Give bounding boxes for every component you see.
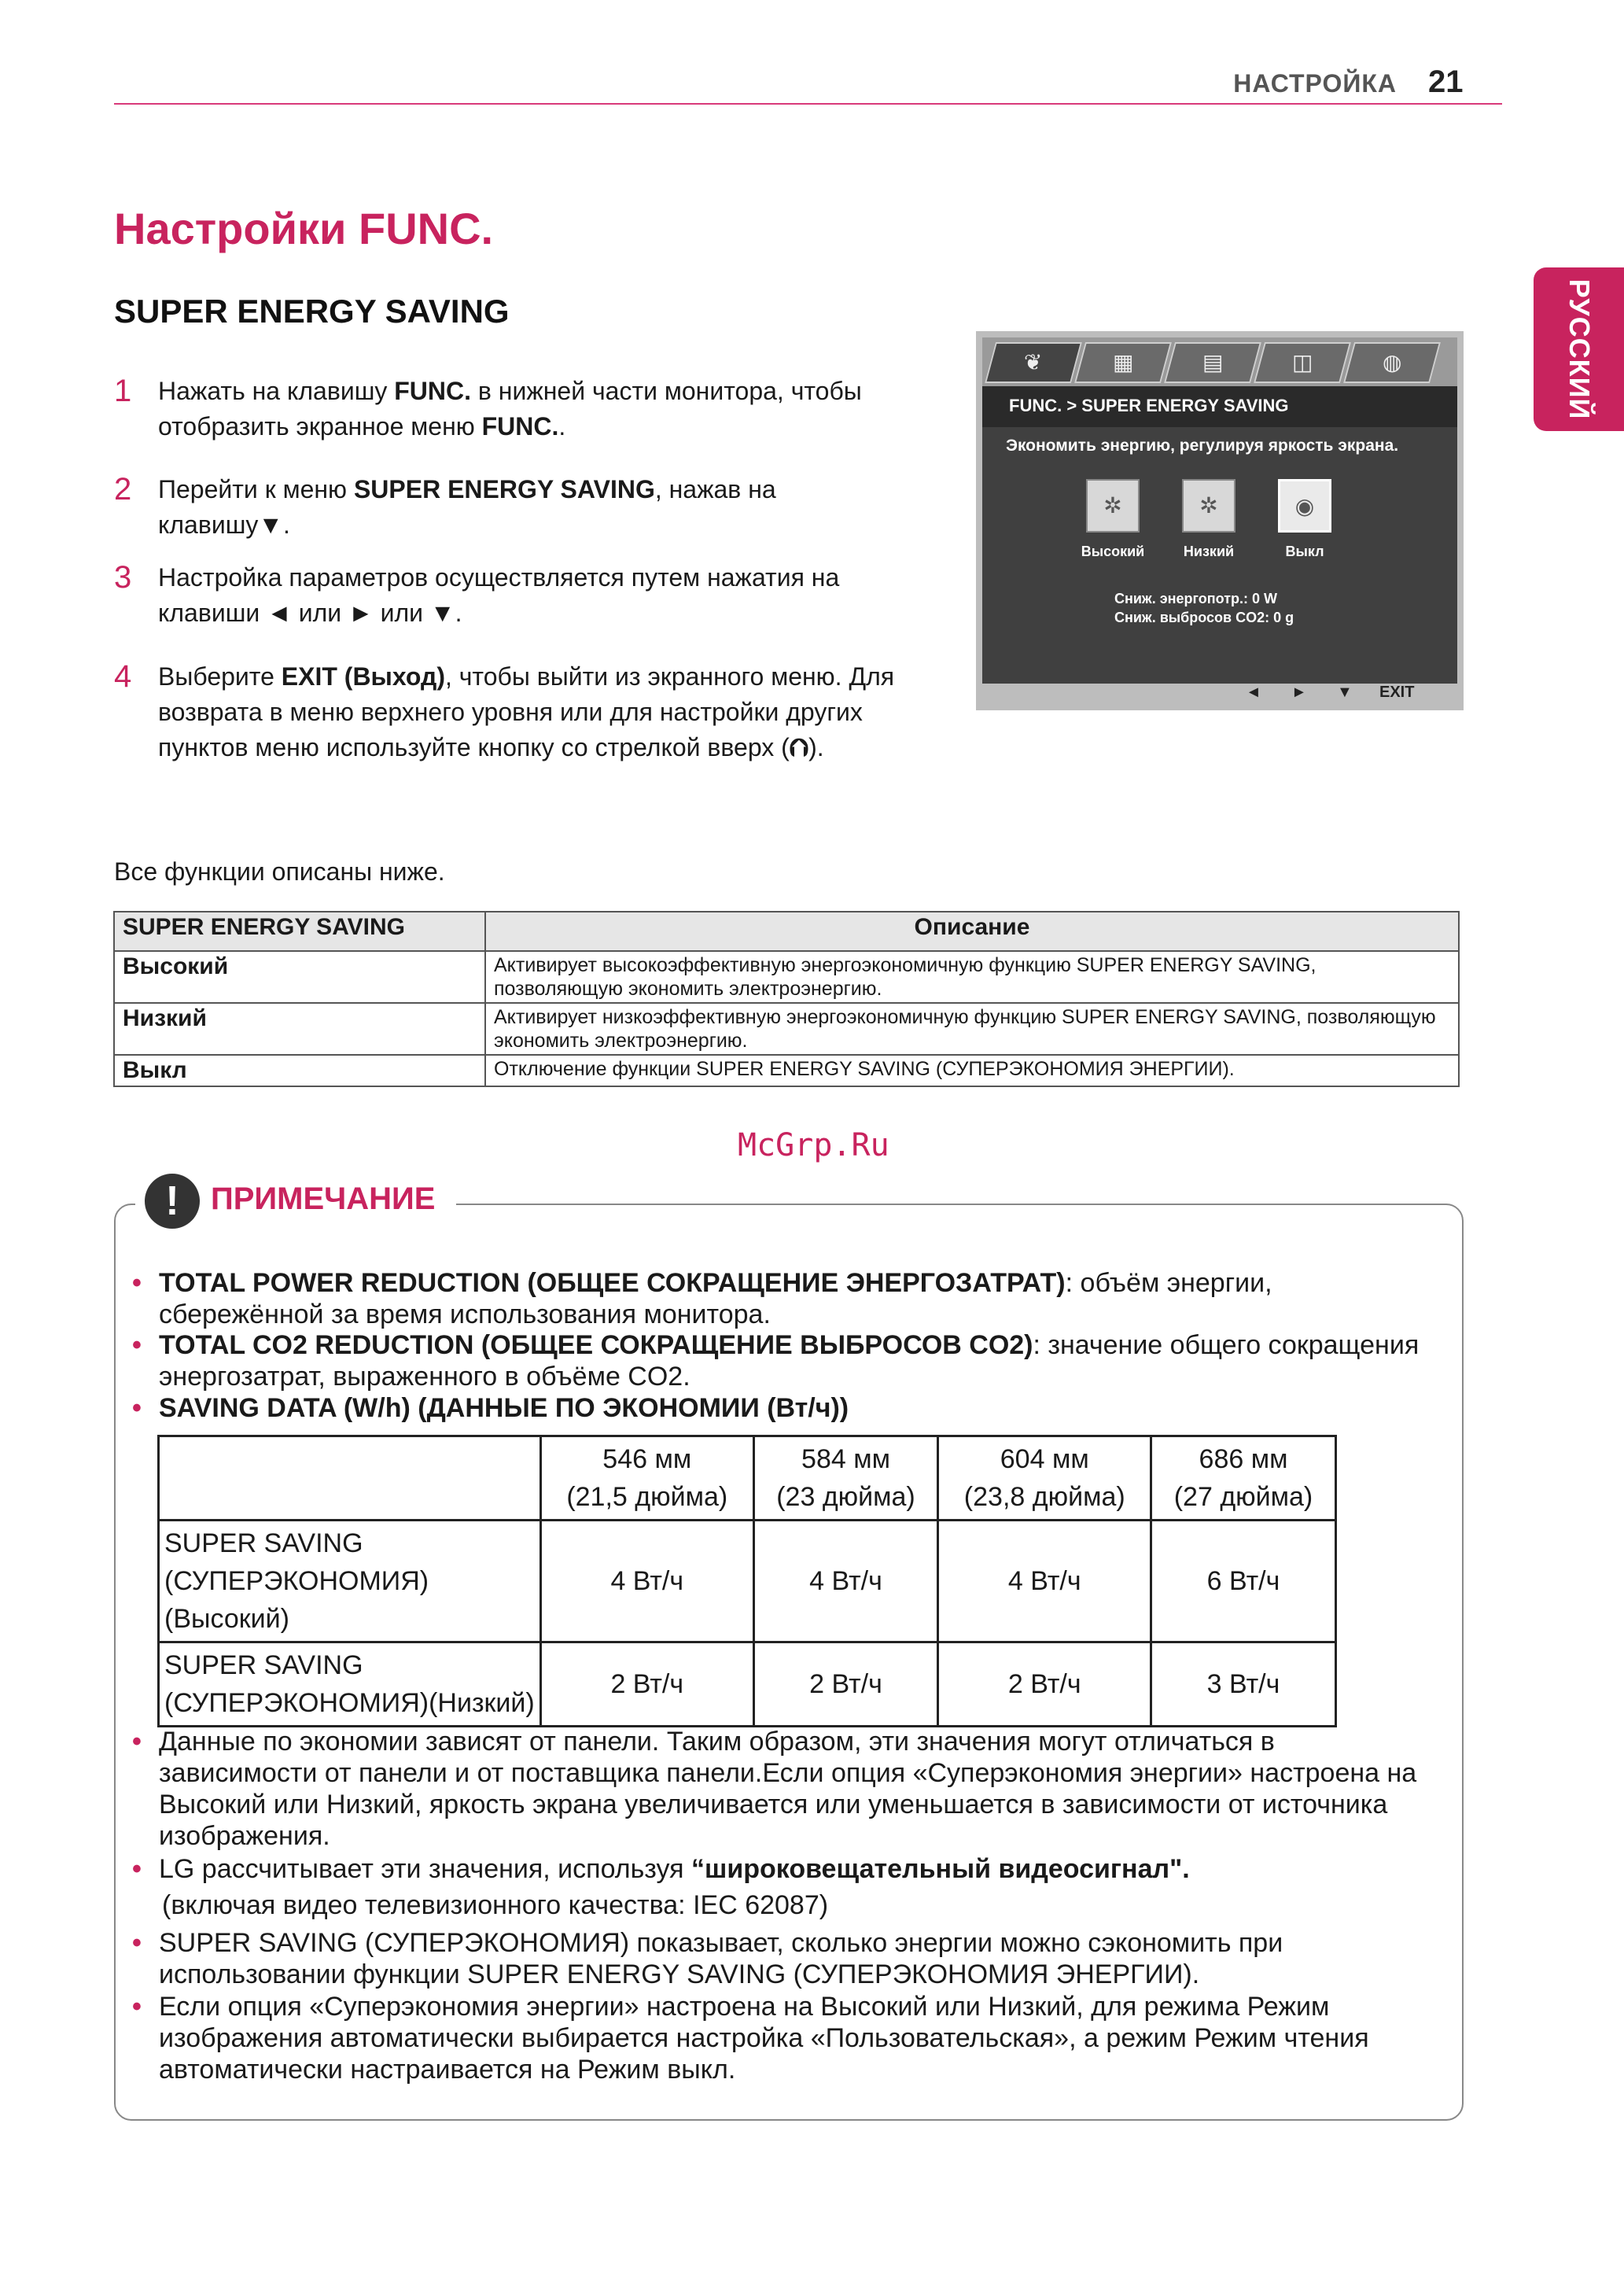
table-header: SUPER ENERGY SAVING <box>114 912 485 951</box>
step-number: 1 <box>114 374 132 408</box>
high-saving-icon: ✲ <box>1103 493 1122 518</box>
dual-screen-icon: ◫ <box>1291 350 1313 374</box>
osd-breadcrumb <box>982 386 1457 427</box>
table-row <box>114 1003 1459 1055</box>
table-row-header <box>159 1642 541 1727</box>
osd-tab-language <box>1343 342 1441 383</box>
osd-tab-picture <box>1074 342 1172 383</box>
size-mm: 546 мм <box>602 1444 692 1474</box>
table-corner-cell <box>159 1436 541 1521</box>
picture-mode-icon: ▦ <box>1112 350 1134 374</box>
saving-data-table <box>157 1435 1337 1727</box>
leaf-icon: ❦ <box>1024 350 1043 374</box>
step-key: SUPER ENERGY SAVING <box>353 475 655 503</box>
note-bullet-5 <box>132 1853 1422 1921</box>
note-text: Если опция «Суперэкономия энергии» настроена на Высокий или Низкий, для режима Режим изображения автоматически выбирается настройка «Пользовательская», а режим Режим чтения автоматически настраивается на Режим выкл. <box>159 1992 1369 2085</box>
table-header <box>753 1436 938 1521</box>
bullet-icon: • <box>132 1992 142 2022</box>
table-cell-value: Активирует высокоэффективную энергоэкономичную функцию SUPER ENERGY SAVING, позволяющую экономить электроэнергию. <box>485 951 1459 1003</box>
table-row <box>114 1055 1459 1086</box>
page-number: 21 <box>1428 65 1464 99</box>
osd-nav-bar <box>976 677 1464 710</box>
step-number: 4 <box>114 659 132 694</box>
down-arrow-button[interactable]: ▼ <box>1337 684 1353 701</box>
size-mm: 584 мм <box>801 1444 890 1474</box>
note-bullet-4 <box>132 1726 1422 1852</box>
right-arrow-button[interactable]: ► <box>1291 684 1307 701</box>
note-bullet-2 <box>132 1329 1422 1392</box>
note-term: TOTAL CO2 REDUCTION (ОБЩЕЕ СОКРАЩЕНИЕ ВЫБРОСОВ CO2) <box>159 1330 1033 1360</box>
bullet-icon: • <box>132 1393 142 1423</box>
row-header-line: (СУПЕРЭКОНОМИЯ)(Высокий) <box>164 1566 429 1634</box>
functions-intro: Все функции описаны ниже. <box>114 857 445 886</box>
step-4 <box>114 659 932 765</box>
table-cell-key: Выкл <box>114 1055 485 1086</box>
step-2 <box>114 472 932 543</box>
note-text: SUPER SAVING (СУПЕРЭКОНОМИЯ) показывает, сколько энергии можно сэкономить при использовании функции SUPER ENERGY SAVING (СУПЕРЭКОНОМИЯ ЭНЕРГИИ). <box>159 1928 1283 1989</box>
bullet-icon: • <box>132 1928 142 1958</box>
step-1 <box>114 374 932 444</box>
low-saving-icon: ✲ <box>1199 493 1218 518</box>
bullet-icon: • <box>132 1330 142 1360</box>
language-tab <box>1534 267 1624 431</box>
step-key: FUNC. <box>394 377 472 405</box>
bullet-icon: • <box>132 1727 142 1757</box>
step-text: , нажав на клавишу▼. <box>158 475 776 539</box>
table-cell: 2 Вт/ч <box>753 1642 938 1727</box>
size-inch: (27 дюйма) <box>1173 1482 1313 1512</box>
table-cell: 4 Вт/ч <box>753 1521 938 1642</box>
note-text: Данные по экономии зависят от панели. Таким образом, эти значения могут отличаться в зависимости от панели и от поставщика панели.Если опция «Суперэкономия энергии» настроена на Высокий или Низкий, яркость экрана увеличивается или уменьшается в зависимости от источника изображения. <box>159 1727 1417 1851</box>
note-bullet-3 <box>132 1392 1422 1424</box>
globe-icon: ◍ <box>1382 350 1402 374</box>
header-section-title: НАСТРОЙКА <box>1233 69 1397 98</box>
table-cell: 4 Вт/ч <box>541 1521 754 1642</box>
table-header: Описание <box>485 912 1459 951</box>
size-inch: (21,5 дюйма) <box>566 1482 728 1512</box>
table-header-row <box>114 912 1459 951</box>
table-cell: 3 Вт/ч <box>1151 1642 1336 1727</box>
note-term: SAVING DATA (W/h) (ДАННЫЕ ПО ЭКОНОМИИ (Вт/ч)) <box>159 1393 849 1423</box>
up-arrow-icon: ⮉ <box>789 733 809 761</box>
note-term: TOTAL POWER REDUCTION (ОБЩЕЕ СОКРАЩЕНИЕ ЭНЕРГОЗАТРАТ) <box>159 1268 1066 1298</box>
table-cell: 6 Вт/ч <box>1151 1521 1336 1642</box>
row-header-line: SUPER SAVING <box>164 1650 363 1680</box>
osd-co2-reduction: Сниж. выбросов CO2: 0 g <box>1114 610 1294 625</box>
step-text: ). <box>808 733 824 761</box>
step-text: Выберите <box>158 662 282 691</box>
osd-option-label: Низкий <box>1183 544 1235 559</box>
off-icon: ◉ <box>1294 494 1315 518</box>
note-title: ПРИМЕЧАНИЕ <box>211 1182 436 1216</box>
note-text: : объём энергии, сбережённой за время использования монитора. <box>159 1268 1272 1329</box>
table-header <box>1151 1436 1336 1521</box>
step-text: Перейти к меню <box>158 475 354 503</box>
note-bullet-6 <box>132 1927 1422 1990</box>
osd-breadcrumb-text: FUNC. > SUPER ENERGY SAVING <box>1009 396 1289 415</box>
table-header <box>938 1436 1151 1521</box>
page-title: Настройки FUNC. <box>114 204 494 253</box>
osd-panel <box>982 337 1457 684</box>
table-row-header <box>159 1521 541 1642</box>
exclamation-icon: ! <box>145 1174 200 1229</box>
watermark: McGrp.Ru <box>738 1127 889 1163</box>
size-mm: 604 мм <box>1000 1444 1089 1474</box>
table-row <box>159 1642 1336 1727</box>
table-cell-value: Отключение функции SUPER ENERGY SAVING (СУПЕРЭКОНОМИЯ ЭНЕРГИИ). <box>485 1055 1459 1086</box>
osd-description: Экономить энергию, регулируя яркость экрана. <box>1006 437 1399 455</box>
osd-tab-energy <box>985 342 1082 383</box>
osd-tab-screen <box>1254 342 1351 383</box>
table-header-row <box>159 1436 1336 1521</box>
step-text: Нажать на клавишу <box>158 377 395 405</box>
bullet-icon: • <box>132 1854 142 1884</box>
step-3 <box>114 560 932 631</box>
exit-button[interactable]: EXIT <box>1379 684 1415 701</box>
section-subtitle: SUPER ENERGY SAVING <box>114 293 510 330</box>
step-text: . <box>558 412 566 441</box>
function-description-table <box>113 911 1460 1087</box>
table-row <box>114 951 1459 1003</box>
step-number: 2 <box>114 472 132 507</box>
osd-option-off[interactable] <box>1278 479 1331 533</box>
table-cell: 2 Вт/ч <box>541 1642 754 1727</box>
osd-option-high[interactable] <box>1086 479 1140 533</box>
bullet-icon: • <box>132 1268 142 1298</box>
table-cell: 4 Вт/ч <box>938 1521 1151 1642</box>
language-tab-label: РУССКИЙ <box>1563 278 1596 420</box>
size-mm: 686 мм <box>1199 1444 1288 1474</box>
note-text: LG рассчитывает эти значения, используя <box>159 1854 691 1884</box>
osd-option-low[interactable] <box>1182 479 1235 533</box>
note-term: “широковещательный видеосигнал". <box>690 1854 1190 1884</box>
size-inch: (23 дюйма) <box>776 1482 915 1512</box>
table-header <box>541 1436 754 1521</box>
osd-tab-image <box>1164 342 1261 383</box>
step-text: Настройка параметров осуществляется путем нажатия на клавиши ◄ или ► или ▼. <box>158 563 840 627</box>
table-cell: 2 Вт/ч <box>938 1642 1151 1727</box>
osd-option-label: Выкл <box>1285 544 1324 559</box>
row-header-line: (СУПЕРЭКОНОМИЯ)(Низкий) <box>164 1688 535 1718</box>
step-number: 3 <box>114 560 132 595</box>
note-text: : значение общего сокращения энергозатрат, выраженного в объёме CO2. <box>159 1330 1420 1392</box>
step-text: в нижней части монитора, чтобы отобразить экранное меню <box>158 377 862 441</box>
osd-tab-bar <box>982 337 1457 386</box>
table-cell-value: Активирует низкоэффективную энергоэкономичную функцию SUPER ENERGY SAVING, позволяющую экономить электроэнергию. <box>485 1003 1459 1055</box>
table-cell-key: Высокий <box>114 951 485 1003</box>
table-cell-key: Низкий <box>114 1003 485 1055</box>
table-row <box>159 1521 1336 1642</box>
note-bullet-1 <box>132 1267 1422 1330</box>
step-key: EXIT (Выход) <box>281 662 445 691</box>
image-adjust-icon: ▤ <box>1202 350 1224 374</box>
left-arrow-button[interactable]: ◄ <box>1246 684 1261 701</box>
size-inch: (23,8 дюйма) <box>963 1482 1125 1512</box>
step-text: , чтобы выйти из экранного меню. Для возврата в меню верхнего уровня или для настройки других пунктов меню используйте кнопку со стрелкой вверх ( <box>158 662 895 761</box>
row-header-line: SUPER SAVING <box>164 1528 363 1558</box>
note-bullet-7 <box>132 1991 1422 2085</box>
osd-screenshot <box>976 331 1464 710</box>
step-key: FUNC. <box>481 412 559 441</box>
note-text: (включая видео телевизионного качества: IEC 62087) <box>162 1890 829 1920</box>
header-divider <box>114 103 1502 105</box>
osd-power-reduction: Сниж. энергопотр.: 0 W <box>1114 591 1277 606</box>
osd-option-label: Высокий <box>1081 544 1145 559</box>
